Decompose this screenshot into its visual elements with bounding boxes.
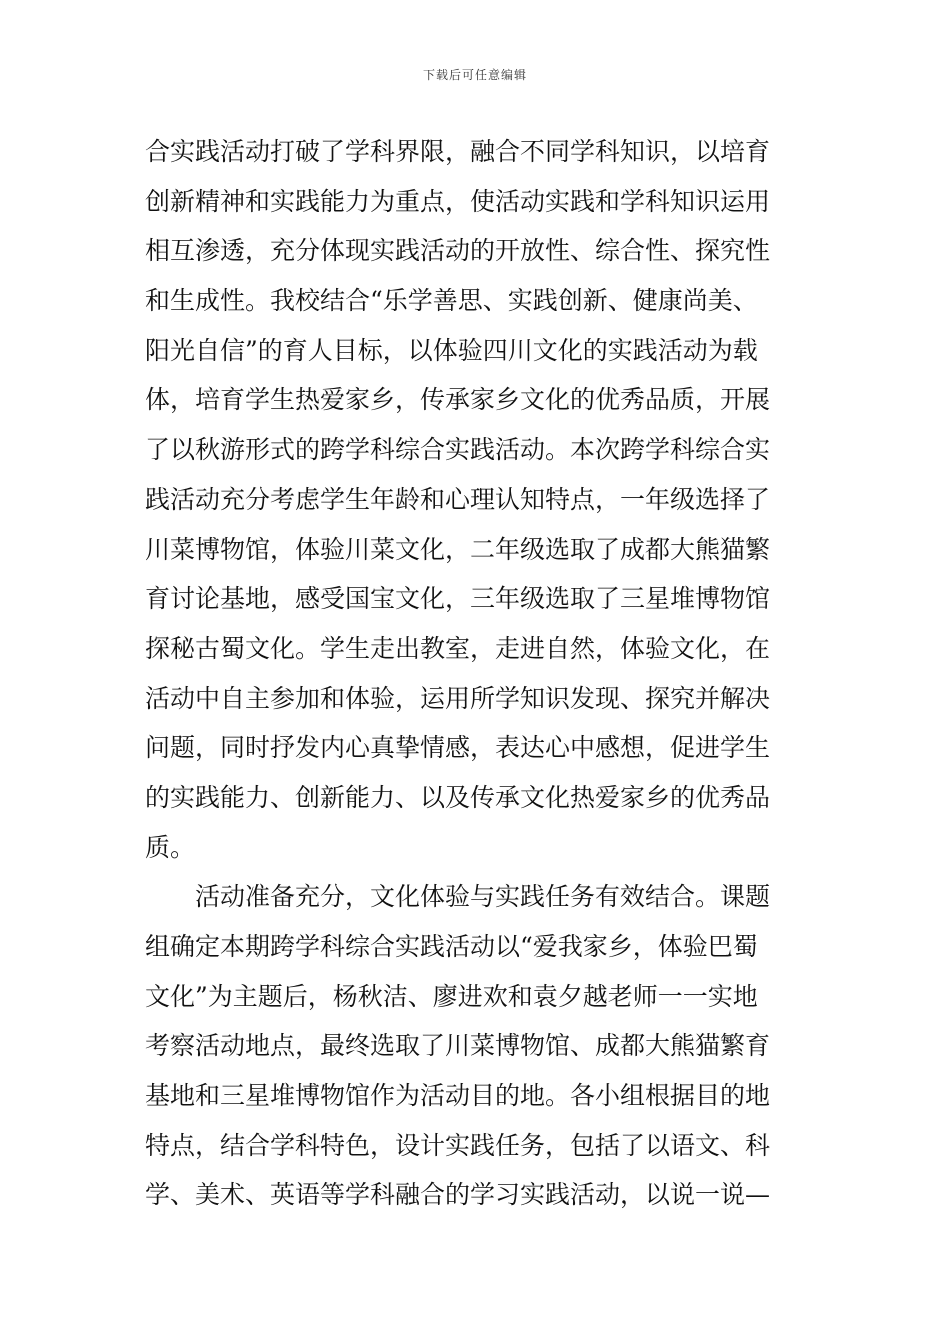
paragraph-line: 特点，结合学科特色，设计实践任务，包括了以语文、科 — [145, 1130, 771, 1160]
paragraph-line: 和生成性。我校结合“乐学善思、实践创新、健康尚美、 — [145, 286, 758, 316]
paragraph-line: 的实践能力、创新能力、以及传承文化热爱家乡的优秀品 — [145, 782, 771, 812]
paragraph — [145, 872, 810, 1220]
document-body — [145, 127, 810, 1220]
paragraph-line: 合实践活动打破了学科界限，融合不同学科知识，以培育 — [145, 137, 771, 166]
paragraph-line: 体，培育学生热爱家乡，传承家乡文化的优秀品质，开展 — [145, 385, 771, 415]
paragraph-line: 组确定本期跨学科综合实践活动以“爱我家乡，体验巴蜀 — [145, 932, 758, 961]
paragraph-line: 探秘古蜀文化。学生走出教室，走进自然，体验文化，在 — [145, 633, 771, 663]
paragraph-line: 了以秋游形式的跨学科综合实践活动。本次跨学科综合实 — [145, 435, 771, 465]
paragraph-line: 创新精神和实践能力为重点，使活动实践和学科知识运用 — [145, 186, 771, 216]
paragraph — [145, 127, 810, 872]
paragraph-line: 川菜博物馆，体验川菜文化，二年级选取了成都大熊猫繁 — [145, 534, 771, 564]
paragraph-line: 相互渗透，充分体现实践活动的开放性、综合性、探究性 — [145, 236, 771, 266]
paragraph-line: 质。 — [145, 832, 196, 862]
paragraph-line: 阳光自信”的育人目标，以体验四川文化的实践活动为载 — [145, 335, 758, 365]
paragraph-line: 践活动充分考虑学生年龄和心理认知特点，一年级选择了 — [145, 484, 771, 514]
paragraph-line: 考察活动地点，最终选取了川菜博物馆、成都大熊猫繁育 — [145, 1031, 771, 1061]
page-header-note: 下载后可任意编辑 — [422, 68, 527, 82]
paragraph-line: 基地和三星堆博物馆作为活动目的地。各小组根据目的地 — [145, 1081, 771, 1111]
paragraph-line: 育讨论基地，感受国宝文化，三年级选取了三星堆博物馆 — [145, 584, 771, 614]
paragraph-line: 学、美术、英语等学科融合的学习实践活动，以说一说— — [145, 1180, 771, 1210]
paragraph-line: 活动准备充分，文化体验与实践任务有效结合。课题 — [195, 882, 771, 912]
paragraph-line: 问题，同时抒发内心真挚情感，表达心中感想，促进学生 — [145, 733, 771, 763]
paragraph-line: 活动中自主参加和体验，运用所学知识发现、探究并解决 — [145, 683, 771, 713]
paragraph-line: 文化”为主题后，杨秋洁、廖进欢和袁夕越老师一一实地 — [145, 981, 758, 1011]
